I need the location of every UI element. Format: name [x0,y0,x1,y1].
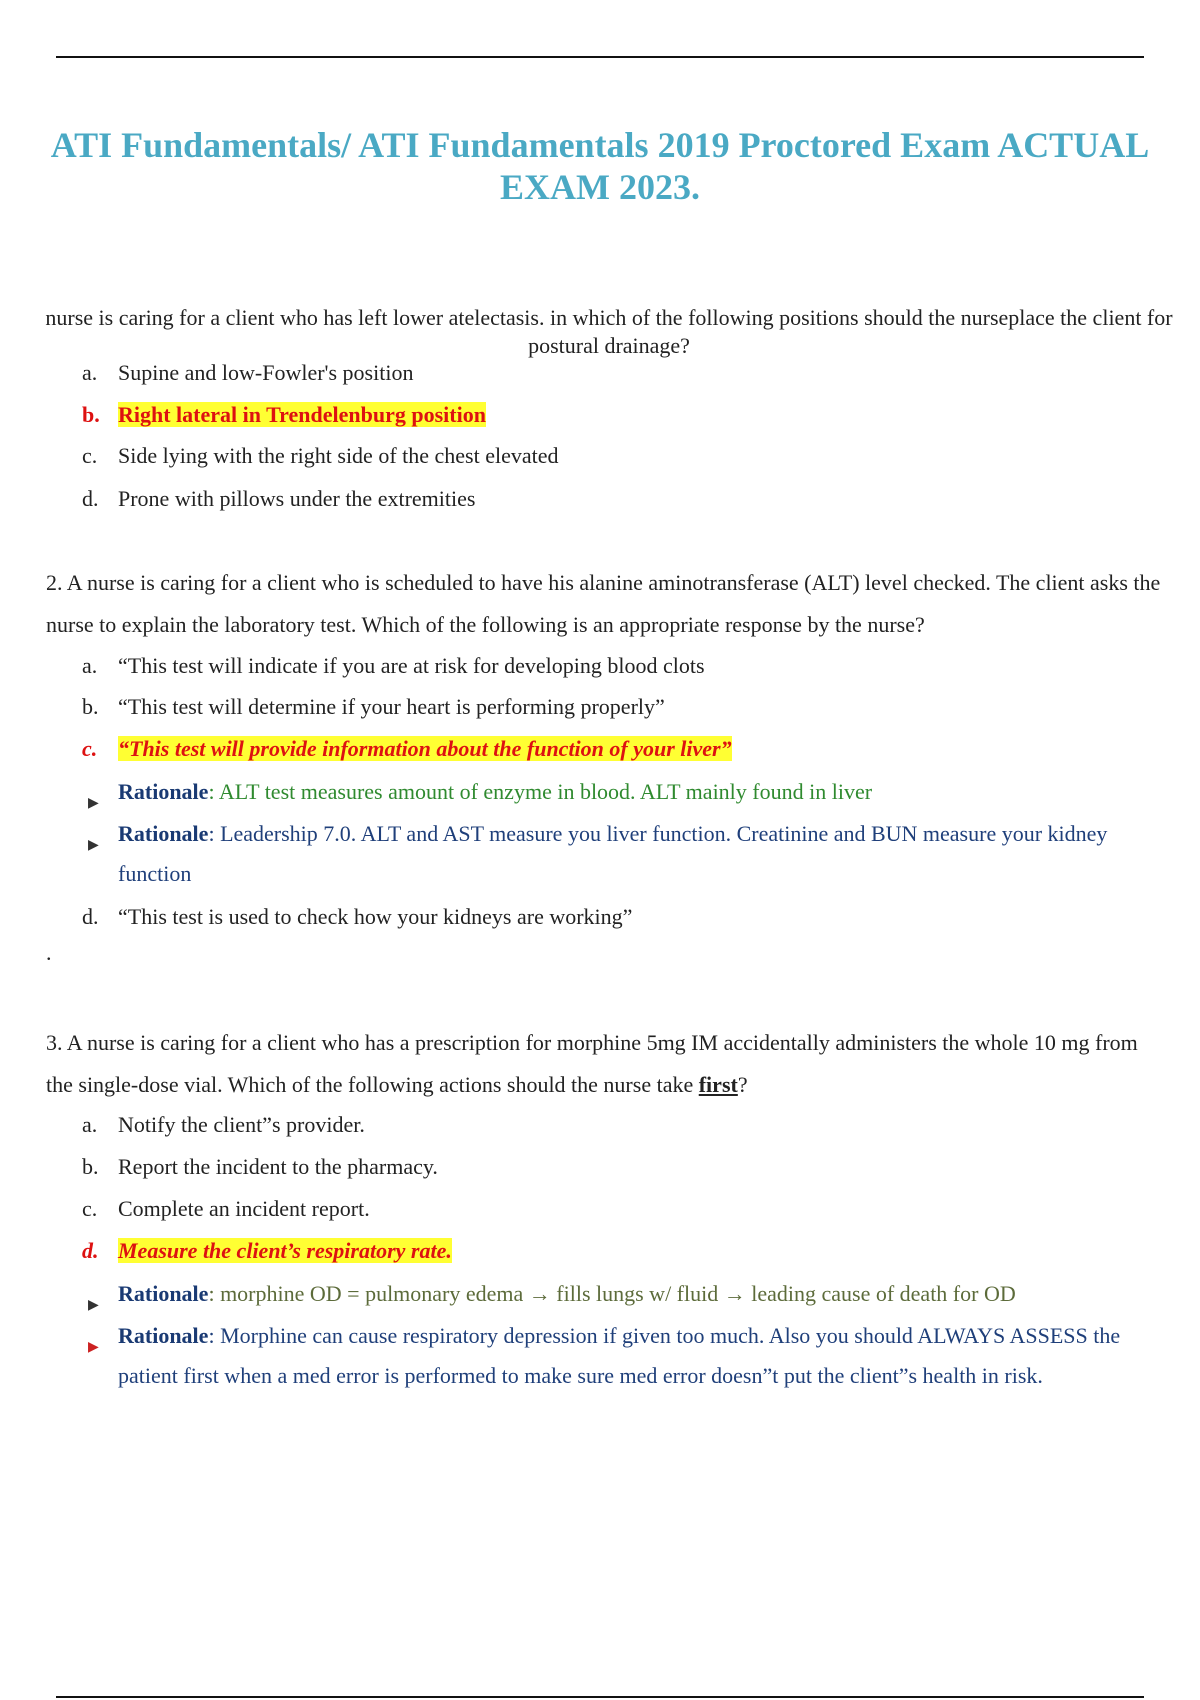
option-letter: a. [82,1112,98,1137]
option-text: “This test will determine if your heart is performing properly” [118,694,665,719]
q1-option-b-correct [82,400,486,430]
option-text: Side lying with the right side of the chest elevated [118,443,559,468]
option-letter: c. [82,443,98,468]
rationale-label: Rationale [118,1323,209,1348]
q2-rationale-2 [88,814,1148,894]
q2-option-b [82,692,665,722]
question-1-stem: nurse is caring for a client who has left lower atelectasis. in which of the following positions should the nurseplace the client for postural drainage? [45,305,1173,358]
option-letter: c. [82,736,98,761]
rationale-label: Rationale [118,779,209,804]
option-text: Supine and low-Fowler's position [118,360,414,385]
option-letter: a. [82,653,98,678]
rationale-text: : Leadership 7.0. ALT and AST measure you liver function. Creatinine and BUN measure your kidney function [118,821,1108,886]
q3-option-a [82,1110,365,1140]
q2-option-d [82,902,632,932]
right-triangle-bullet-icon: ▶ [88,1298,99,1313]
option-text: Prone with pillows under the extremities [118,486,476,511]
rationale-text: : Morphine can cause respiratory depression if given too much. Also you should ALWAYS ASSESS the patient first when a med error is performed to make sure med error doesn”t put the client”s health in risk. [118,1323,1121,1388]
q3-option-b [82,1152,438,1182]
question-2-stem: 2. A nurse is caring for a client who is scheduled to have his alanine aminotransferase (ALT) level checked. The client asks the nurse to explain the laboratory test. Which of the following is an appropriate response by the nurse? [46,570,1161,637]
option-text-highlighted: Right lateral in Trendelenburg position [118,402,486,427]
q3-rationale-2 [88,1316,1148,1396]
stem-end: ? [737,1072,748,1097]
option-text: “This test is used to check how your kidneys are working” [118,904,633,929]
option-letter: a. [82,360,98,385]
option-text-highlighted: “This test will provide information about the function of your liver” [118,736,732,761]
top-rule [56,56,1144,58]
page-title: ATI Fundamentals/ ATI Fundamentals 2019 Proctored Exam ACTUAL EXAM 2023. [50,125,1150,207]
q2-option-c-correct [82,734,732,764]
option-letter: b. [82,1154,99,1179]
option-letter: b. [82,694,99,719]
option-letter: d. [82,1238,99,1263]
option-text-highlighted: Measure the client’s respiratory rate. [118,1238,452,1263]
q2-rationale-1 [88,772,1148,812]
q3-option-d-correct [82,1236,452,1266]
option-letter: b. [82,402,100,427]
option-letter: d. [82,904,99,929]
option-letter: c. [82,1196,98,1221]
rationale-label: Rationale [118,821,209,846]
option-text: Report the incident to the pharmacy. [118,1154,438,1179]
q3-option-c [82,1194,370,1224]
q1-option-c [82,441,559,471]
option-text: Notify the client”s provider. [118,1112,365,1137]
trailing-dot: . [46,940,52,965]
right-triangle-bullet-icon: ▶ [88,838,99,853]
question-3-stem [46,1022,1166,1106]
stem-emphasis: first [698,1072,738,1097]
bottom-rule [56,1696,1144,1698]
rationale-text: : ALT test measures amount of enzyme in blood. ALT mainly found in liver [208,779,873,804]
right-triangle-bullet-icon: ▶ [88,796,99,811]
option-letter: d. [82,486,99,511]
stem-text: 3. A nurse is caring for a client who has a prescription for morphine 5mg IM accidentally administers the whole 10 mg from the single-dose vial. Which of the following actions should the nurse take [46,1030,1138,1097]
q3-rationale-1 [88,1274,1148,1314]
right-triangle-bullet-icon: ▶ [88,1340,99,1355]
q2-option-a [82,651,705,681]
q1-option-a [82,358,413,388]
option-text: “This test will indicate if you are at risk for developing blood clots [118,653,705,678]
rationale-text: : morphine OD = pulmonary edema → fills lungs w/ fluid → leading cause of death for OD [208,1281,1016,1306]
rationale-label: Rationale [118,1281,209,1306]
option-text: Complete an incident report. [118,1196,370,1221]
q1-option-d [82,484,475,514]
